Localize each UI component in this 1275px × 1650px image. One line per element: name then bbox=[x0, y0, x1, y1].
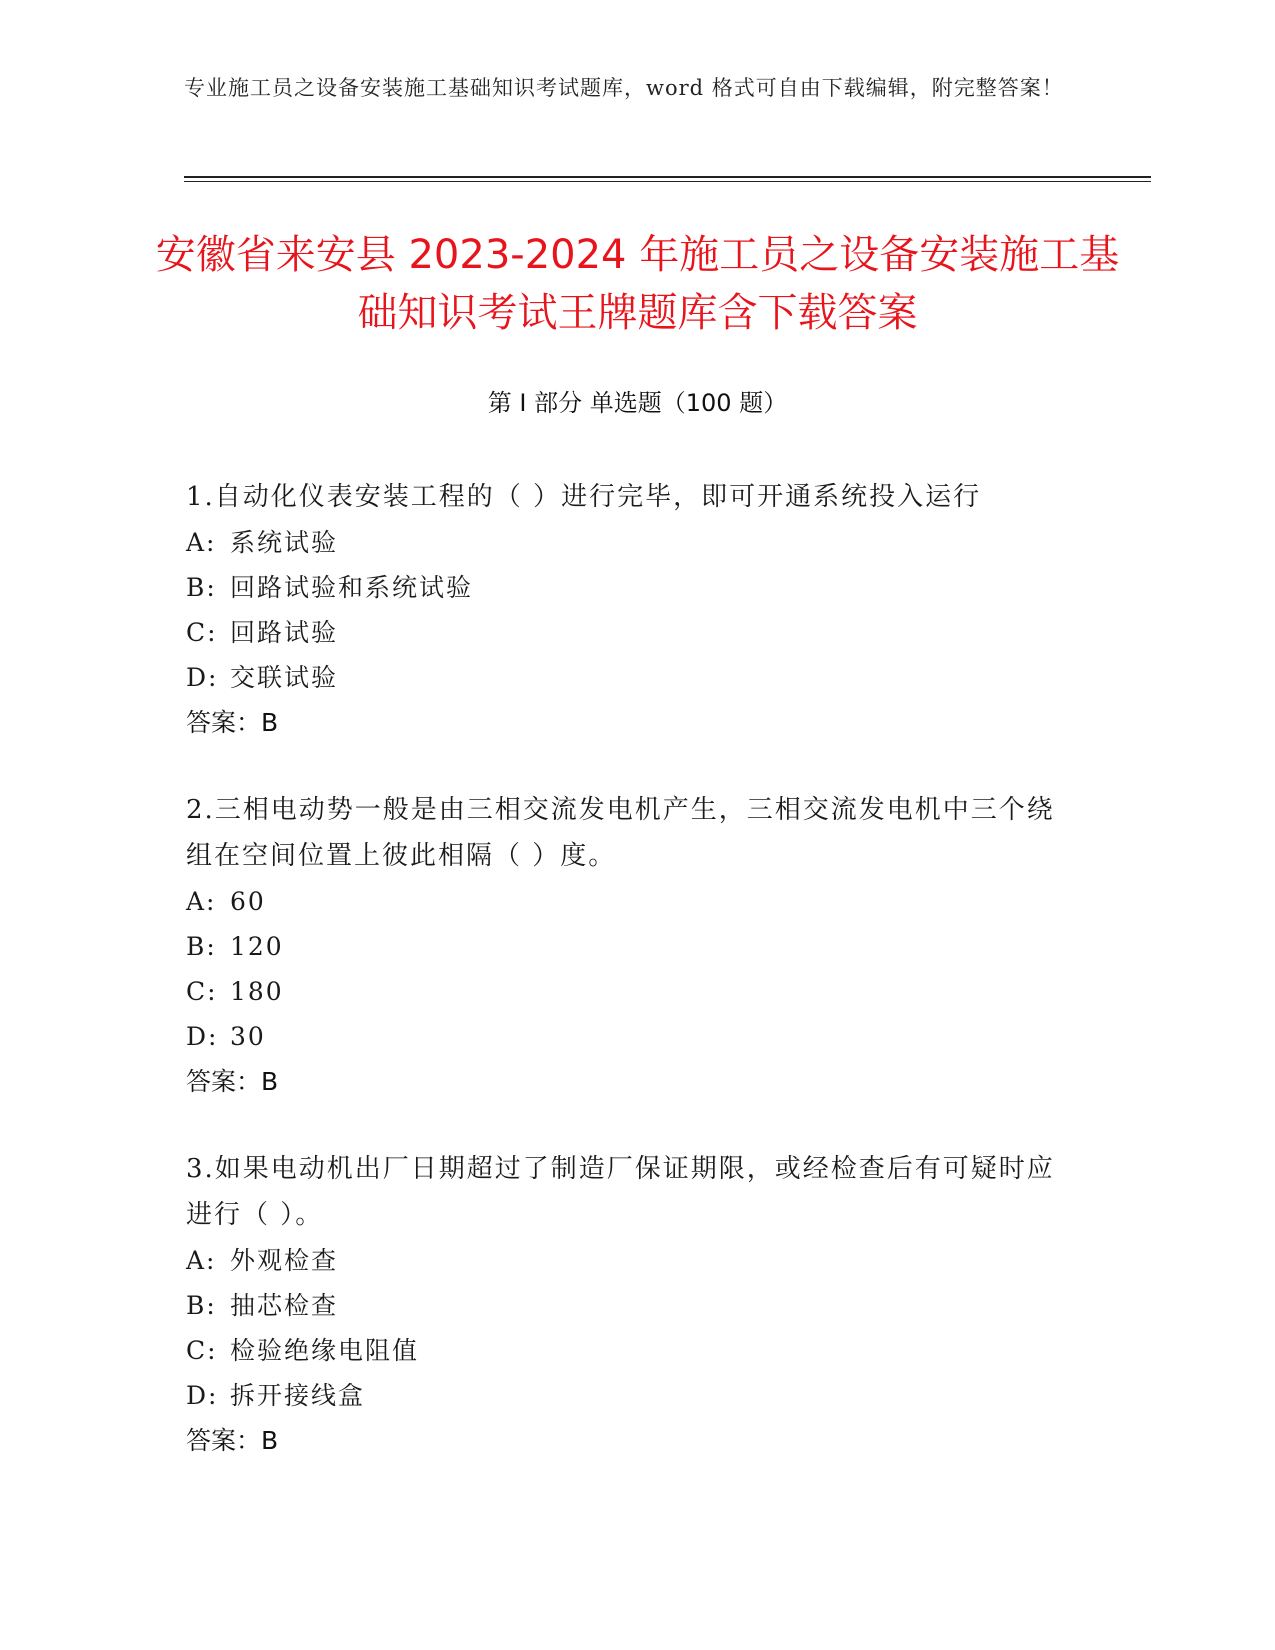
question-3 bbox=[186, 1146, 1066, 1463]
section-title: 第 I 部分 单选题（100 题） bbox=[487, 389, 788, 417]
option-text: 系统试验 bbox=[230, 528, 339, 557]
option-letter: B: bbox=[186, 932, 217, 961]
option-letter: B: bbox=[186, 1291, 217, 1320]
option-a bbox=[186, 1238, 1066, 1283]
option-text: 120 bbox=[230, 932, 284, 961]
option-text: 60 bbox=[230, 887, 266, 916]
header-note: 专业施工员之设备安装施工基础知识考试题库，word 格式可自由下载编辑，附完整答案！ bbox=[184, 76, 1064, 100]
option-text: 外观检查 bbox=[230, 1246, 339, 1275]
option-b bbox=[186, 1283, 1066, 1328]
option-text: 拆开接线盒 bbox=[230, 1381, 366, 1410]
option-letter: C: bbox=[186, 1336, 218, 1365]
option-letter: B: bbox=[186, 573, 217, 602]
question-2 bbox=[186, 787, 1066, 1104]
question-spacer bbox=[186, 1104, 1066, 1146]
option-letter: C: bbox=[186, 977, 218, 1006]
option-a bbox=[186, 520, 1066, 565]
question-stem: 2.三相电动势一般是由三相交流发电机产生，三相交流发电机中三个绕组在空间位置上彼此相隔（ ）度。 bbox=[186, 795, 1055, 871]
option-d bbox=[186, 1014, 1066, 1059]
option-text: 30 bbox=[230, 1022, 266, 1051]
option-a bbox=[186, 879, 1066, 924]
answer-line: 答案：B bbox=[186, 708, 279, 737]
option-c bbox=[186, 610, 1066, 655]
option-text: 交联试验 bbox=[230, 663, 339, 692]
option-text: 检验绝缘电阻值 bbox=[230, 1336, 420, 1365]
question-1 bbox=[186, 474, 1066, 745]
option-d bbox=[186, 1373, 1066, 1418]
option-letter: D: bbox=[186, 1381, 219, 1410]
option-letter: C: bbox=[186, 618, 218, 647]
option-d bbox=[186, 655, 1066, 700]
header-divider-thick bbox=[184, 176, 1151, 178]
question-list bbox=[186, 474, 1066, 1463]
answer-line: 答案：B bbox=[186, 1426, 279, 1455]
option-b bbox=[186, 924, 1066, 969]
option-letter: A: bbox=[186, 887, 217, 916]
question-stem: 1.自动化仪表安装工程的（ ）进行完毕，即可开通系统投入运行 bbox=[186, 482, 982, 512]
option-letter: D: bbox=[186, 663, 219, 692]
option-letter: A: bbox=[186, 528, 217, 557]
option-text: 抽芯检查 bbox=[230, 1291, 339, 1320]
answer-line: 答案：B bbox=[186, 1067, 279, 1096]
header-divider-thin bbox=[184, 181, 1151, 182]
option-text: 回路试验 bbox=[230, 618, 339, 647]
document-title: 安徽省来安县 2023-2024 年施工员之设备安装施工基础知识考试王牌题库含下载答案 bbox=[155, 232, 1120, 336]
option-c bbox=[186, 969, 1066, 1014]
option-text: 回路试验和系统试验 bbox=[230, 573, 474, 602]
option-b bbox=[186, 565, 1066, 610]
option-c bbox=[186, 1328, 1066, 1373]
question-stem: 3.如果电动机出厂日期超过了制造厂保证期限，或经检查后有可疑时应进行（ ）。 bbox=[186, 1154, 1055, 1230]
option-letter: D: bbox=[186, 1022, 219, 1051]
option-letter: A: bbox=[186, 1246, 217, 1275]
option-text: 180 bbox=[230, 977, 284, 1006]
question-spacer bbox=[186, 745, 1066, 787]
